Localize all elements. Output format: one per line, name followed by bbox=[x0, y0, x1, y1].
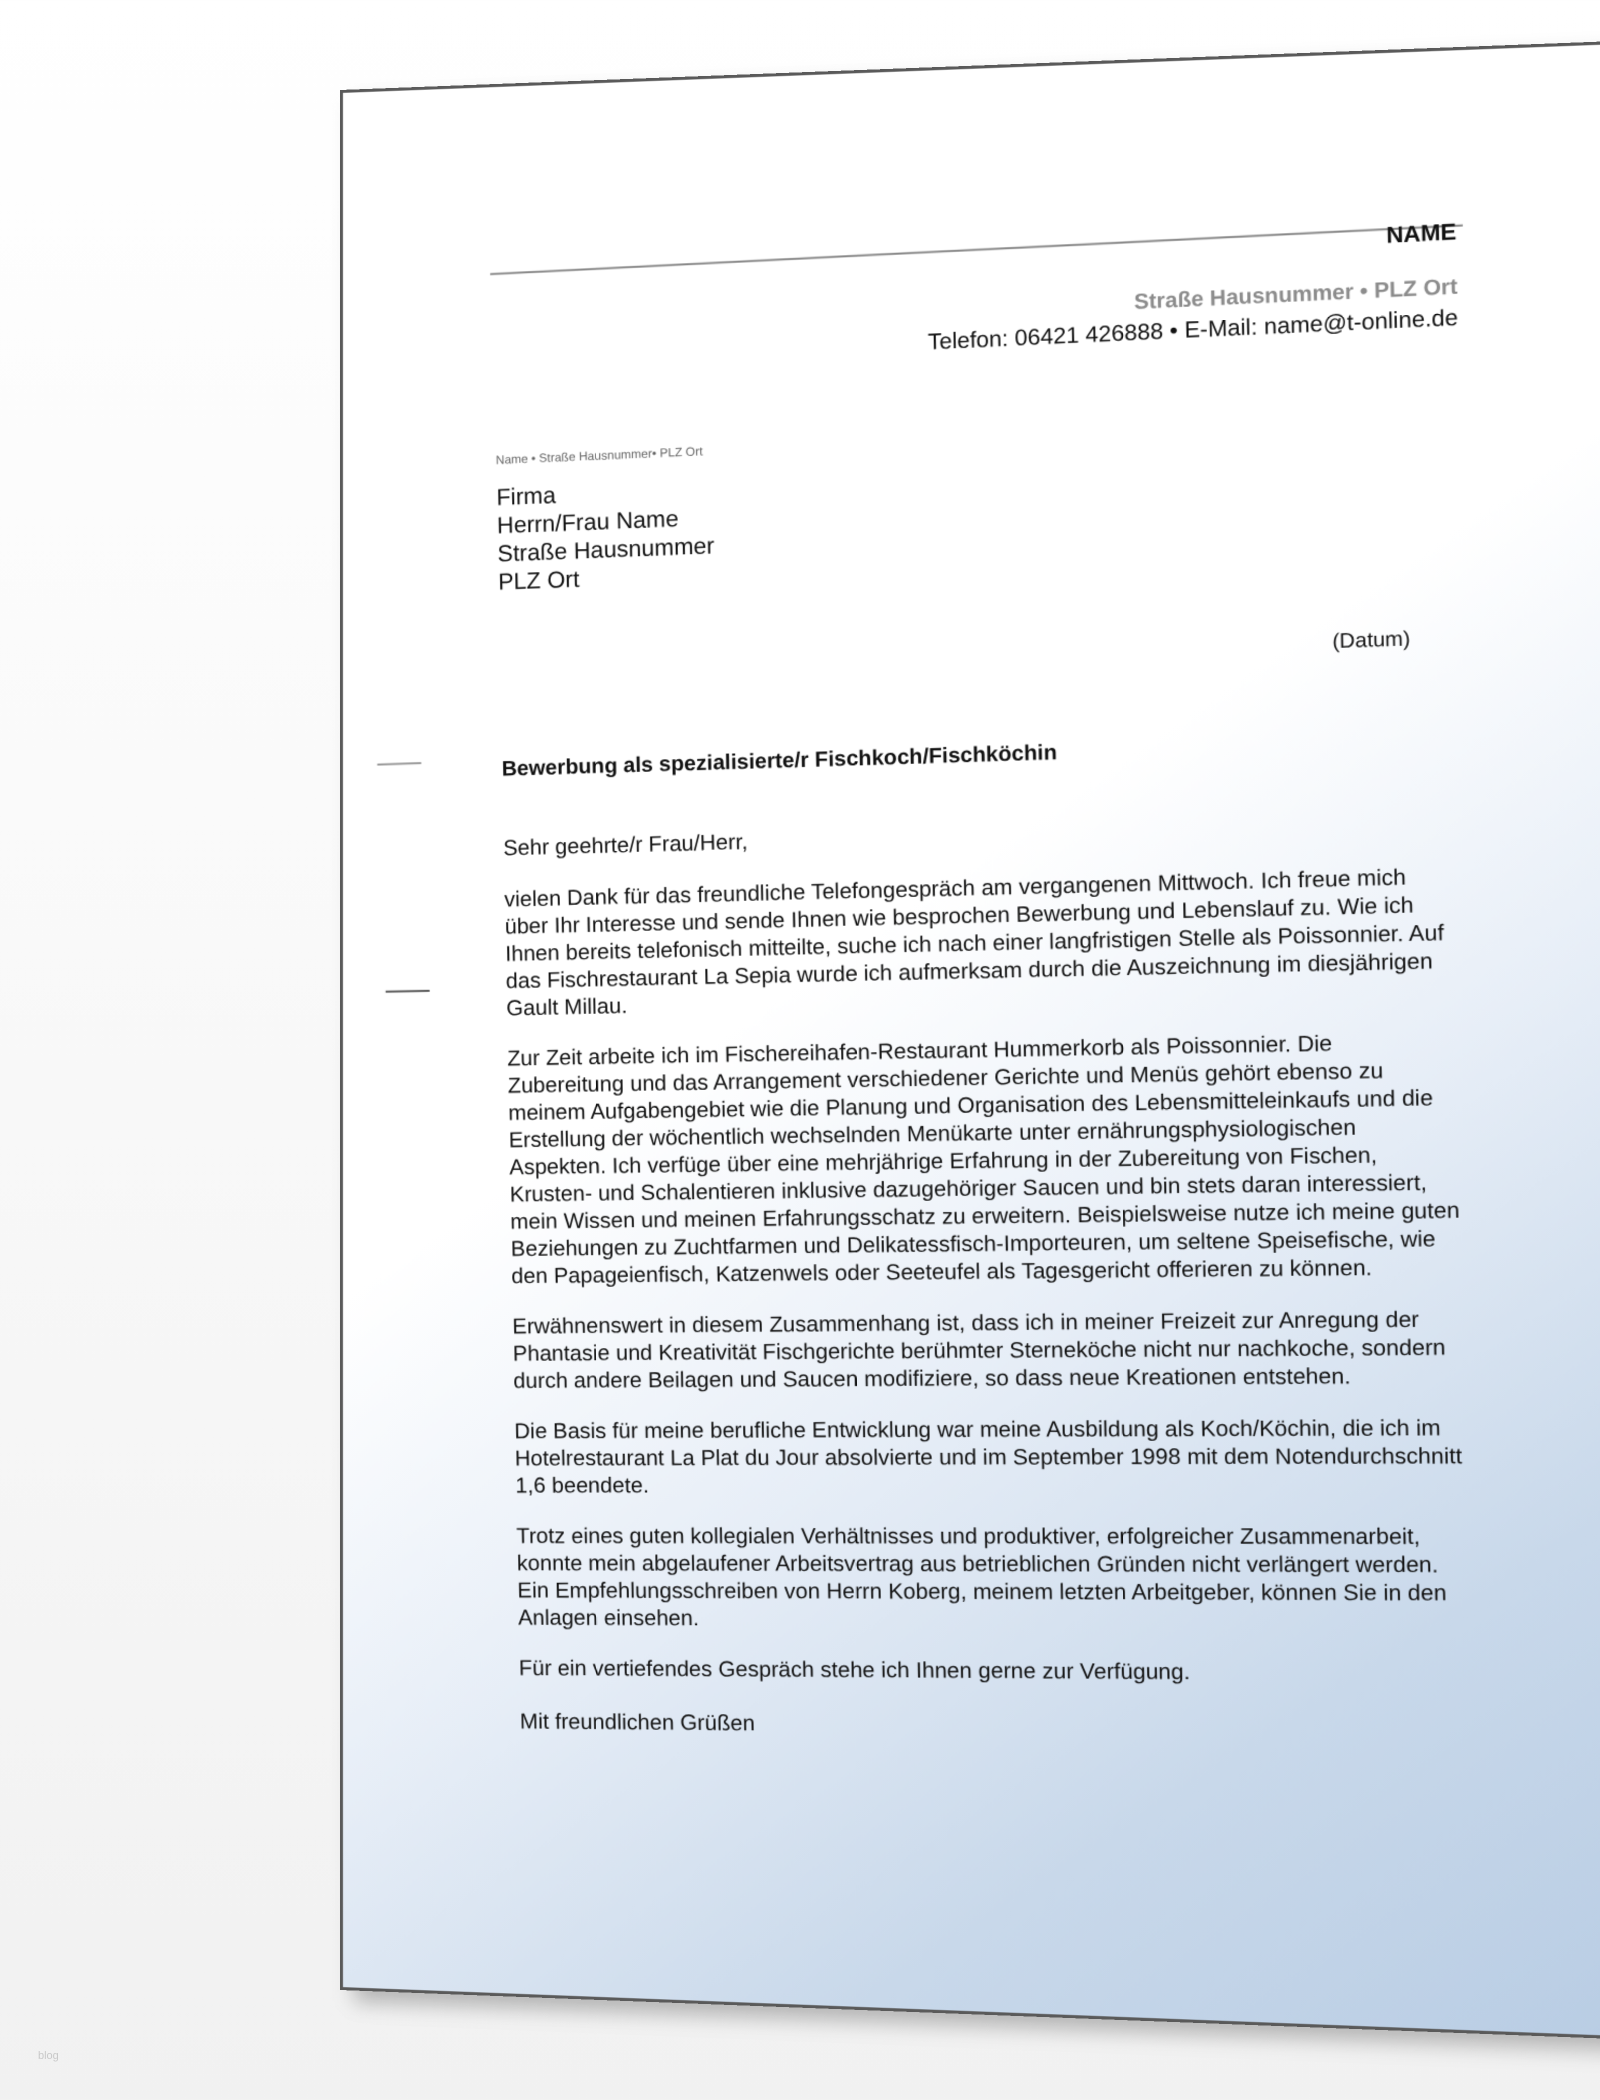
letter-date: (Datum) bbox=[1332, 627, 1411, 654]
recipient-company: Firma bbox=[496, 481, 557, 511]
recipient-city: PLZ Ort bbox=[497, 565, 580, 595]
paragraph: Trotz eines guten kollegialen Verhältnisses und produktiver, erfolgreicher Zusammenarbeit, konnte mein abgelaufener Arbeitsvertrag aus betrieblichen Gründen nicht verlängert werden. Ein Empfehlungsschreiben von Herrn Koberg, meinem letzten Arbeitgeber, können Sie in den Anlagen einsehen. bbox=[516, 1523, 1447, 1631]
letter-page bbox=[340, 41, 1600, 2039]
return-address: Name • Straße Hausnummer• PLZ Ort bbox=[495, 444, 703, 468]
sender-name: NAME bbox=[1385, 218, 1457, 249]
paragraph: Erwähnenswert in diesem Zusammenhang ist, dass ich in meiner Freizeit zur Anregung der Phantasie und Kreativität Fischgerichte berühmter Sterneköche nicht nur nachkoche, sondern durch andere Beilagen und Saucen modifiziere, so dass neue Kreationen entstehen. bbox=[512, 1306, 1446, 1393]
punch-mark bbox=[386, 990, 430, 993]
sender-contact: Telefon: 06421 426888 • E-Mail: name@t-online.de bbox=[927, 304, 1459, 355]
paragraph: Zur Zeit arbeite ich im Fischereihafen-Restaurant Hummerkorb als Poissonnier. Die Zubereitung und das Arrangement verschiedener Gerichte und Menüs gehört ebenso zu meinem Aufgabengebiet wie die Planung und Organisation des Lebensmitteleinkaufs und die Erstellung der wöchentlich wechselnden Menükarte unter ernährungsphysiologischen Aspekten. Ich verfüge über eine mehrjährige Erfahrung in der Zubereitung von Fischen, Krusten- und Schalentieren inklusive dazugehöriger Saucen und bin stets daran interessiert, mein Wissen und meinen Erfahrungsschatz zu erweitern. Beispielsweise nutze ich meine guten Beziehungen zu Zuchtfarmen und Delikatessfisch-Importeuren, um seltene Speisefische, wie den Papageienfisch, Katzenwels oder Seeteufel als Tagesgericht offerieren zu können. bbox=[507, 1030, 1460, 1289]
paragraph: Für ein vertiefendes Gespräch stehe ich Ihnen gerne zur Verfügung. bbox=[518, 1655, 1191, 1685]
letter-body bbox=[503, 809, 1474, 1768]
sender-address: Straße Hausnummer • PLZ Ort bbox=[1133, 274, 1458, 315]
fold-mark bbox=[377, 762, 421, 765]
paragraph: vielen Dank für das freundliche Telefongespräch am vergangenen Mittwoch. Ich freue mich über Ihr Interesse und sende Ihnen wie besprochen Bewerbung und Lebenslauf zu. Wie ich Ihnen bereits telefonisch mitteilte, suche ich nach einer langfristigen Stelle als Poissonnier. Auf das Fischrestaurant La Sepia wurde ich aufmerksam durch die Auszeichnung im diesjährigen Gault Millau. bbox=[504, 864, 1445, 1021]
watermark-text: blog bbox=[38, 2050, 59, 2062]
letter-content bbox=[340, 41, 1600, 2024]
salutation: Sehr geehrte/r Frau/Herr, bbox=[503, 829, 748, 861]
recipient-street: Straße Hausnummer bbox=[497, 531, 715, 567]
letter-subject: Bewerbung als spezialisierte/r Fischkoch/Fischköchin bbox=[501, 740, 1058, 781]
paragraph: Die Basis für meine berufliche Entwicklung war meine Ausbildung als Koch/Köchin, die ich im Hotelrestaurant La Plat du Jour absolvierte und im September 1998 mit dem Notendurchschnitt 1,6 beendete. bbox=[514, 1415, 1463, 1498]
header-rule bbox=[490, 224, 1463, 275]
closing: Mit freundlichen Grüßen bbox=[519, 1709, 756, 1736]
recipient-person: Herrn/Frau Name bbox=[496, 504, 679, 539]
recipient-block bbox=[496, 474, 715, 596]
